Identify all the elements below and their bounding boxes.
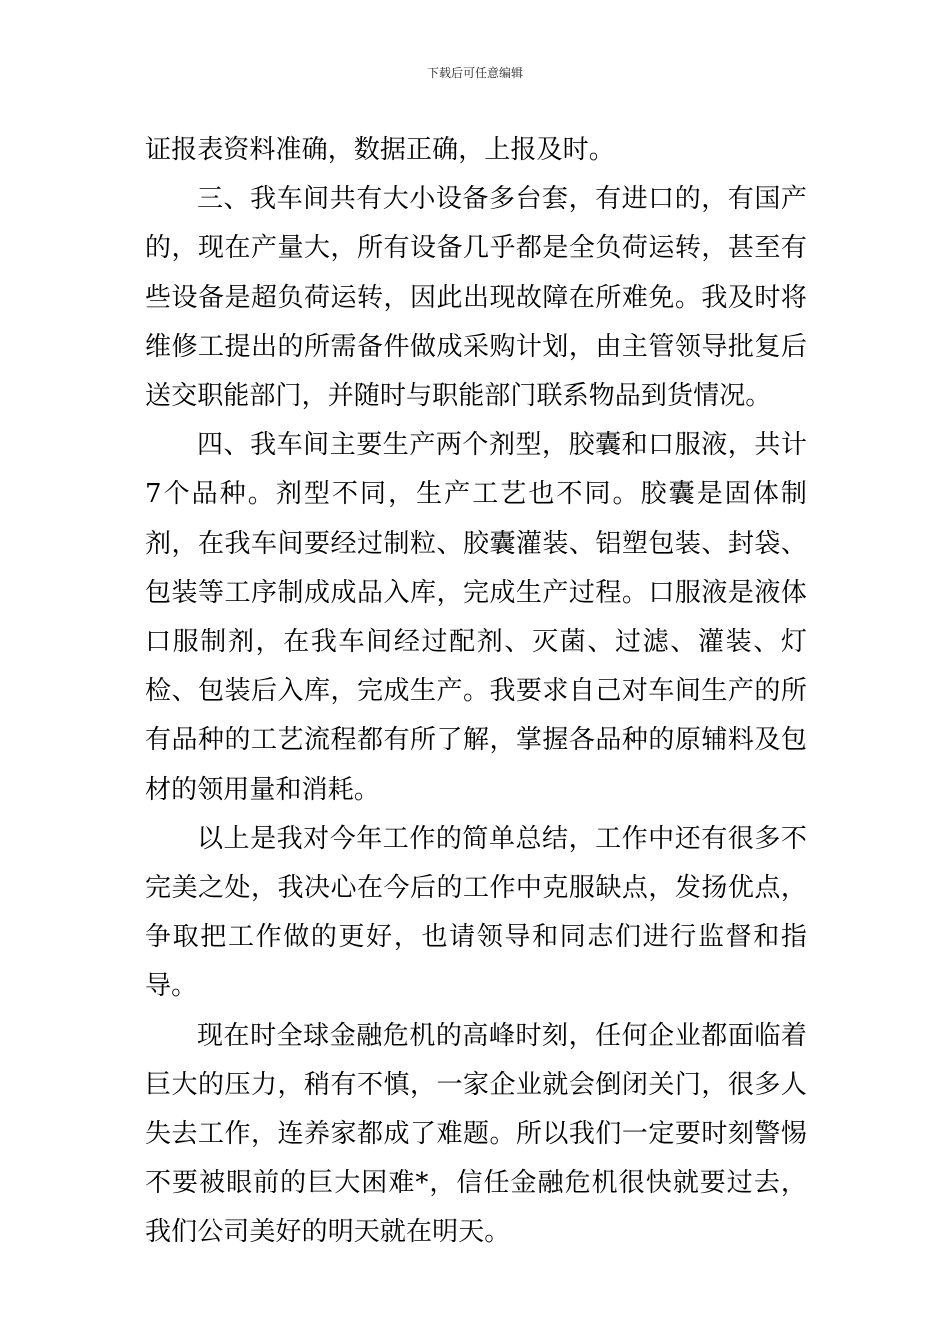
paragraph-outlook: 现在时全球金融危机的高峰时刻，任何企业都面临着巨大的压力，稍有不慎，一家企业就会倒闭关门，很多人失去工作，连养家都成了难题。所以我们一定要时刻警惕不要被眼前的巨大困难*，信任金融危机很快就要过去，我们公司美好的明天就在明天。 xyxy=(145,1020,807,1248)
paragraph-summary: 以上是我对今年工作的简单总结，工作中还有很多不完美之处，我决心在今后的工作中克服缺点，发扬优点，争取把工作做的更好，也请领导和同志们进行监督和指导。 xyxy=(145,823,807,1002)
paragraph-equipment: 三、我车间共有大小设备多台套，有进口的，有国产的，现在产量大，所有设备几乎都是全负荷运转，甚至有些设备是超负荷运转，因此出现故障在所难免。我及时将维修工提出的所需备件做成采购计划，由主管领导批复后送交职能部门，并随时与职能部门联系物品到货情况。 xyxy=(145,184,807,412)
paragraph-production: 四、我车间主要生产两个剂型，胶囊和口服液，共计7个品种。剂型不同，生产工艺也不同。胶囊是固体制剂，在我车间要经过制粒、胶囊灌装、铝塑包装、封袋、包装等工序制成成品入库，完成生产过程。口服液是液体口服制剂，在我车间经过配剂、灭菌、过滤、灌装、灯检、包装后入库，完成生产。我要求自己对车间生产的所有品种的工艺流程都有所了解，掌握各品种的原辅料及包材的领用量和消耗。 xyxy=(145,430,807,805)
document-body xyxy=(145,126,807,1258)
page-header: 下载后可任意编辑 xyxy=(426,66,523,80)
paragraph-continuation: 证报表资料准确，数据正确，上报及时。 xyxy=(145,135,615,165)
